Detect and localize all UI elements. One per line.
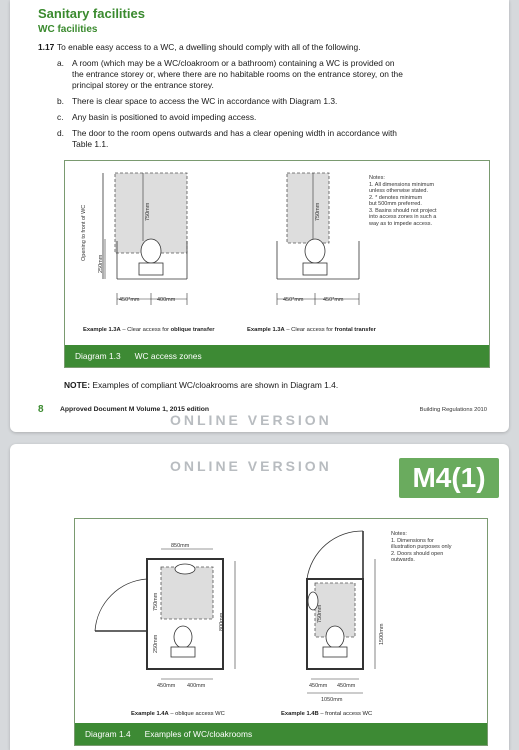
diagram-number: Diagram 1.3 (75, 351, 121, 361)
item-b-text: There is clear space to access the WC in accordance with Diagram 1.3. (72, 96, 338, 106)
note-line: unless otherwise stated. (369, 188, 429, 194)
dim-750-4a: 750mm (153, 592, 159, 611)
paragraph-number: 1.17 (38, 42, 55, 52)
wc-pan-b (305, 239, 325, 263)
dim-750-4b: 750mm (317, 604, 323, 623)
item-d-line1: The door to the room opens outwards and has a clear opening width in accordance with (72, 128, 397, 138)
access-zone-b (287, 173, 329, 243)
item-a-marker: a. (57, 58, 64, 68)
watermark-online-version: ONLINE VERSION (170, 458, 332, 474)
dim-1050: 1050mm (321, 697, 343, 703)
caption-1-4a: Example 1.4A – oblique access WC (131, 711, 225, 717)
dim-450-4b: 450mm (309, 683, 328, 689)
subsection-title: WC facilities (38, 24, 98, 35)
dim-400-4a: 400mm (187, 683, 206, 689)
label-opening-front: Opening to front of WC (81, 204, 87, 261)
item-c-marker: c. (57, 112, 64, 122)
diagram-1-3 (64, 160, 490, 368)
dim-250: 250mm (98, 254, 104, 273)
note-line: 2. Doors should open (391, 550, 444, 557)
dim-1500: 1500mm (379, 623, 385, 645)
door-swing-a (95, 579, 147, 631)
note-line: into access zones in such a (369, 214, 437, 220)
footer-document-title: Approved Document M Volume 1, 2015 edition (60, 406, 210, 413)
dim-750-a: 750mm (145, 202, 151, 221)
notes-title: Notes: (391, 531, 407, 537)
caption-1-3a-oblique: Example 1.3A – Clear access for oblique transfer (83, 327, 215, 333)
note-line: 2. * denotes minimum (369, 194, 423, 201)
dim-450-4c: 450mm (337, 683, 356, 689)
section-title: Sanitary facilities (38, 6, 145, 21)
item-b-marker: b. (57, 96, 64, 106)
document-page-9 (10, 444, 509, 750)
paragraph-intro: To enable easy access to a WC, a dwelling should comply with all of the following. (57, 42, 361, 52)
wc-pan-4b (326, 626, 344, 648)
diagram-number: Diagram 1.4 (85, 729, 131, 739)
diagram-1-4 (74, 518, 488, 746)
m4-1-badge: M4(1) (399, 458, 499, 498)
note-line: but 500mm preferred. (369, 201, 422, 207)
dim-400: 400mm (157, 297, 176, 303)
item-a-line1: A room (which may be a WC/cloakroom or a bathroom) containing a WC is provided on (72, 58, 395, 68)
footer-building-regulations: Building Regulations 2010 (419, 407, 487, 413)
diagram-notes (369, 175, 437, 227)
footer-page-number: 8 (38, 404, 44, 415)
note-line: outwards. (391, 557, 415, 563)
note-line: illustration purposes only (391, 544, 452, 550)
notes-title: Notes: (369, 175, 385, 181)
basin-a (175, 564, 195, 574)
document-page-8 (10, 0, 509, 432)
caption-1-3a-frontal: Example 1.3A – Clear access for frontal transfer (247, 327, 376, 333)
cistern-4b (323, 647, 347, 657)
dim-450-b: 450*mm (283, 297, 304, 303)
diagram-1-4-title-bar (75, 723, 487, 745)
diagram-1-3-title-bar (65, 345, 489, 367)
diagram-title: Examples of WC/cloakrooms (144, 729, 253, 739)
item-a-line2: the entrance storey or, where there are no habitable rooms on the entrance storey, on the (72, 69, 403, 79)
dim-450-a: 450*mm (119, 297, 140, 303)
note-line: way as to impede access. (369, 220, 432, 227)
dim-850: 850mm (171, 543, 190, 549)
diagram-title: WC access zones (134, 351, 202, 361)
caption-1-4b: Example 1.4B – frontal access WC (281, 711, 373, 717)
wc-pan-a (141, 239, 161, 263)
dim-250-4a: 250mm (153, 634, 159, 653)
cistern-4a (171, 647, 195, 657)
watermark-online-version: ONLINE VERSION (170, 412, 332, 428)
note-line: 1. All dimensions minimum (369, 181, 435, 188)
item-a-line3: principal storey or the entrance storey. (72, 80, 214, 90)
cistern-b (303, 263, 327, 275)
item-d-marker: d. (57, 128, 64, 138)
item-c-text: Any basin is positioned to avoid impeding access. (72, 112, 257, 122)
wc-pan-4a (174, 626, 192, 648)
note-paragraph: NOTE: Examples of compliant WC/cloakrooms are shown in Diagram 1.4. (64, 380, 339, 390)
item-d-line2: Table 1.1. (72, 139, 109, 149)
dim-450-c: 450*mm (323, 297, 344, 303)
diagram-notes (391, 531, 452, 564)
dim-750-b: 750mm (315, 202, 321, 221)
access-zone-4a (161, 567, 213, 619)
dim-800: 800mm (219, 612, 225, 631)
note-line: 1. Dimensions for (391, 537, 434, 544)
note-line: 3. Basins should not project (369, 207, 437, 214)
dim-450-4a: 450mm (157, 683, 176, 689)
cistern-a (139, 263, 163, 275)
door-swing-b (307, 531, 363, 579)
